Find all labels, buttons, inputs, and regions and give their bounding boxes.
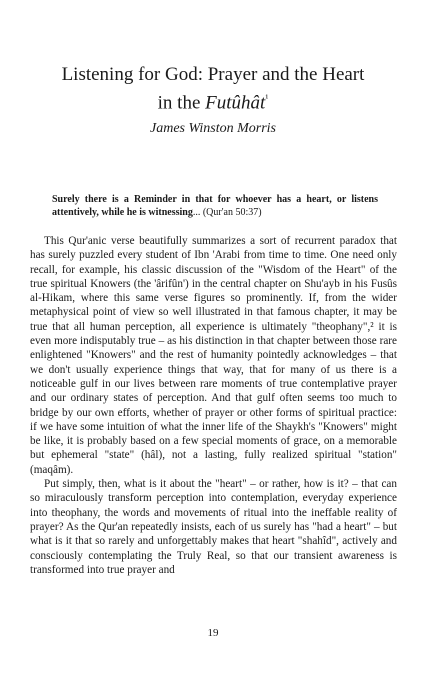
body-text	[30, 234, 397, 577]
epigraph	[52, 193, 378, 219]
footnote-marker: ¹	[265, 93, 269, 104]
author-name: James Winston Morris	[150, 121, 276, 136]
paragraph-1: This Qur'anic verse beautifully summarizes a sort of recurrent paradox that has surely puzzled every student of Ibn 'Arabi from time to time. One need only recall, for example, his classic discussion of the "Wisdom of the Heart" of the true spiritual Knowers (the 'ârifûn') in the central chapter on Shu'ayb in his Fusûs al-Hikam, where this same verse figures so prominently. If, from the wider metaphysical point of view so well illustrated in that famous chapter, it may be true that all human perception, all experience is ultimately "theophany",² it is even more indisputably true – as his distinction in that chapter between those rare enlightened "Knowers" and the rest of humanity pointedly acknowledges – that we don't usually experience things that way, that for many of us there is a noticeable gulf in our lives between rare moments of true contemplative prayer and our ordinary states of perception. And that gulf often seems too much to bridge by our own efforts, whether of prayer or other forms of spiritual practice: if we have some intuition of what the inner life of the Shaykh's "Knowers" might be like, it is probably based on a few special moments of grace, on a memorable but ephemeral "state" (hâl), not a lasting, fully realized spiritual "station" (maqâm).	[30, 235, 397, 476]
chapter-title-line1: Listening for God: Prayer and the Heart	[61, 64, 365, 85]
page-number: 19	[207, 627, 219, 639]
epigraph-reference: ... (Qur'an 50:37)	[192, 207, 262, 218]
paragraph-2: Put simply, then, what is it about the "heart" – or rather, how is it? – that can so miraculously transform perception into contemplation, everyday experience into theophany, the words and movements of ritual into the ineffable reality of prayer? As the Qur'an repeatedly insists, each of us surely has "had a heart" – but what is it that so rarely and unforgettably makes that heart "shahîd", actively and consciously contemplating the Truly Real, so that our transient awareness is transformed into true prayer and	[30, 478, 397, 576]
chapter-title	[20, 63, 406, 115]
chapter-title-line2-italic: Futûhât	[205, 92, 266, 114]
chapter-title-line2-prefix: in the	[157, 92, 206, 114]
epigraph-verse: Surely there is a Reminder in that for whoever has a heart, or listens attentively, while he is witnessing	[52, 194, 378, 218]
